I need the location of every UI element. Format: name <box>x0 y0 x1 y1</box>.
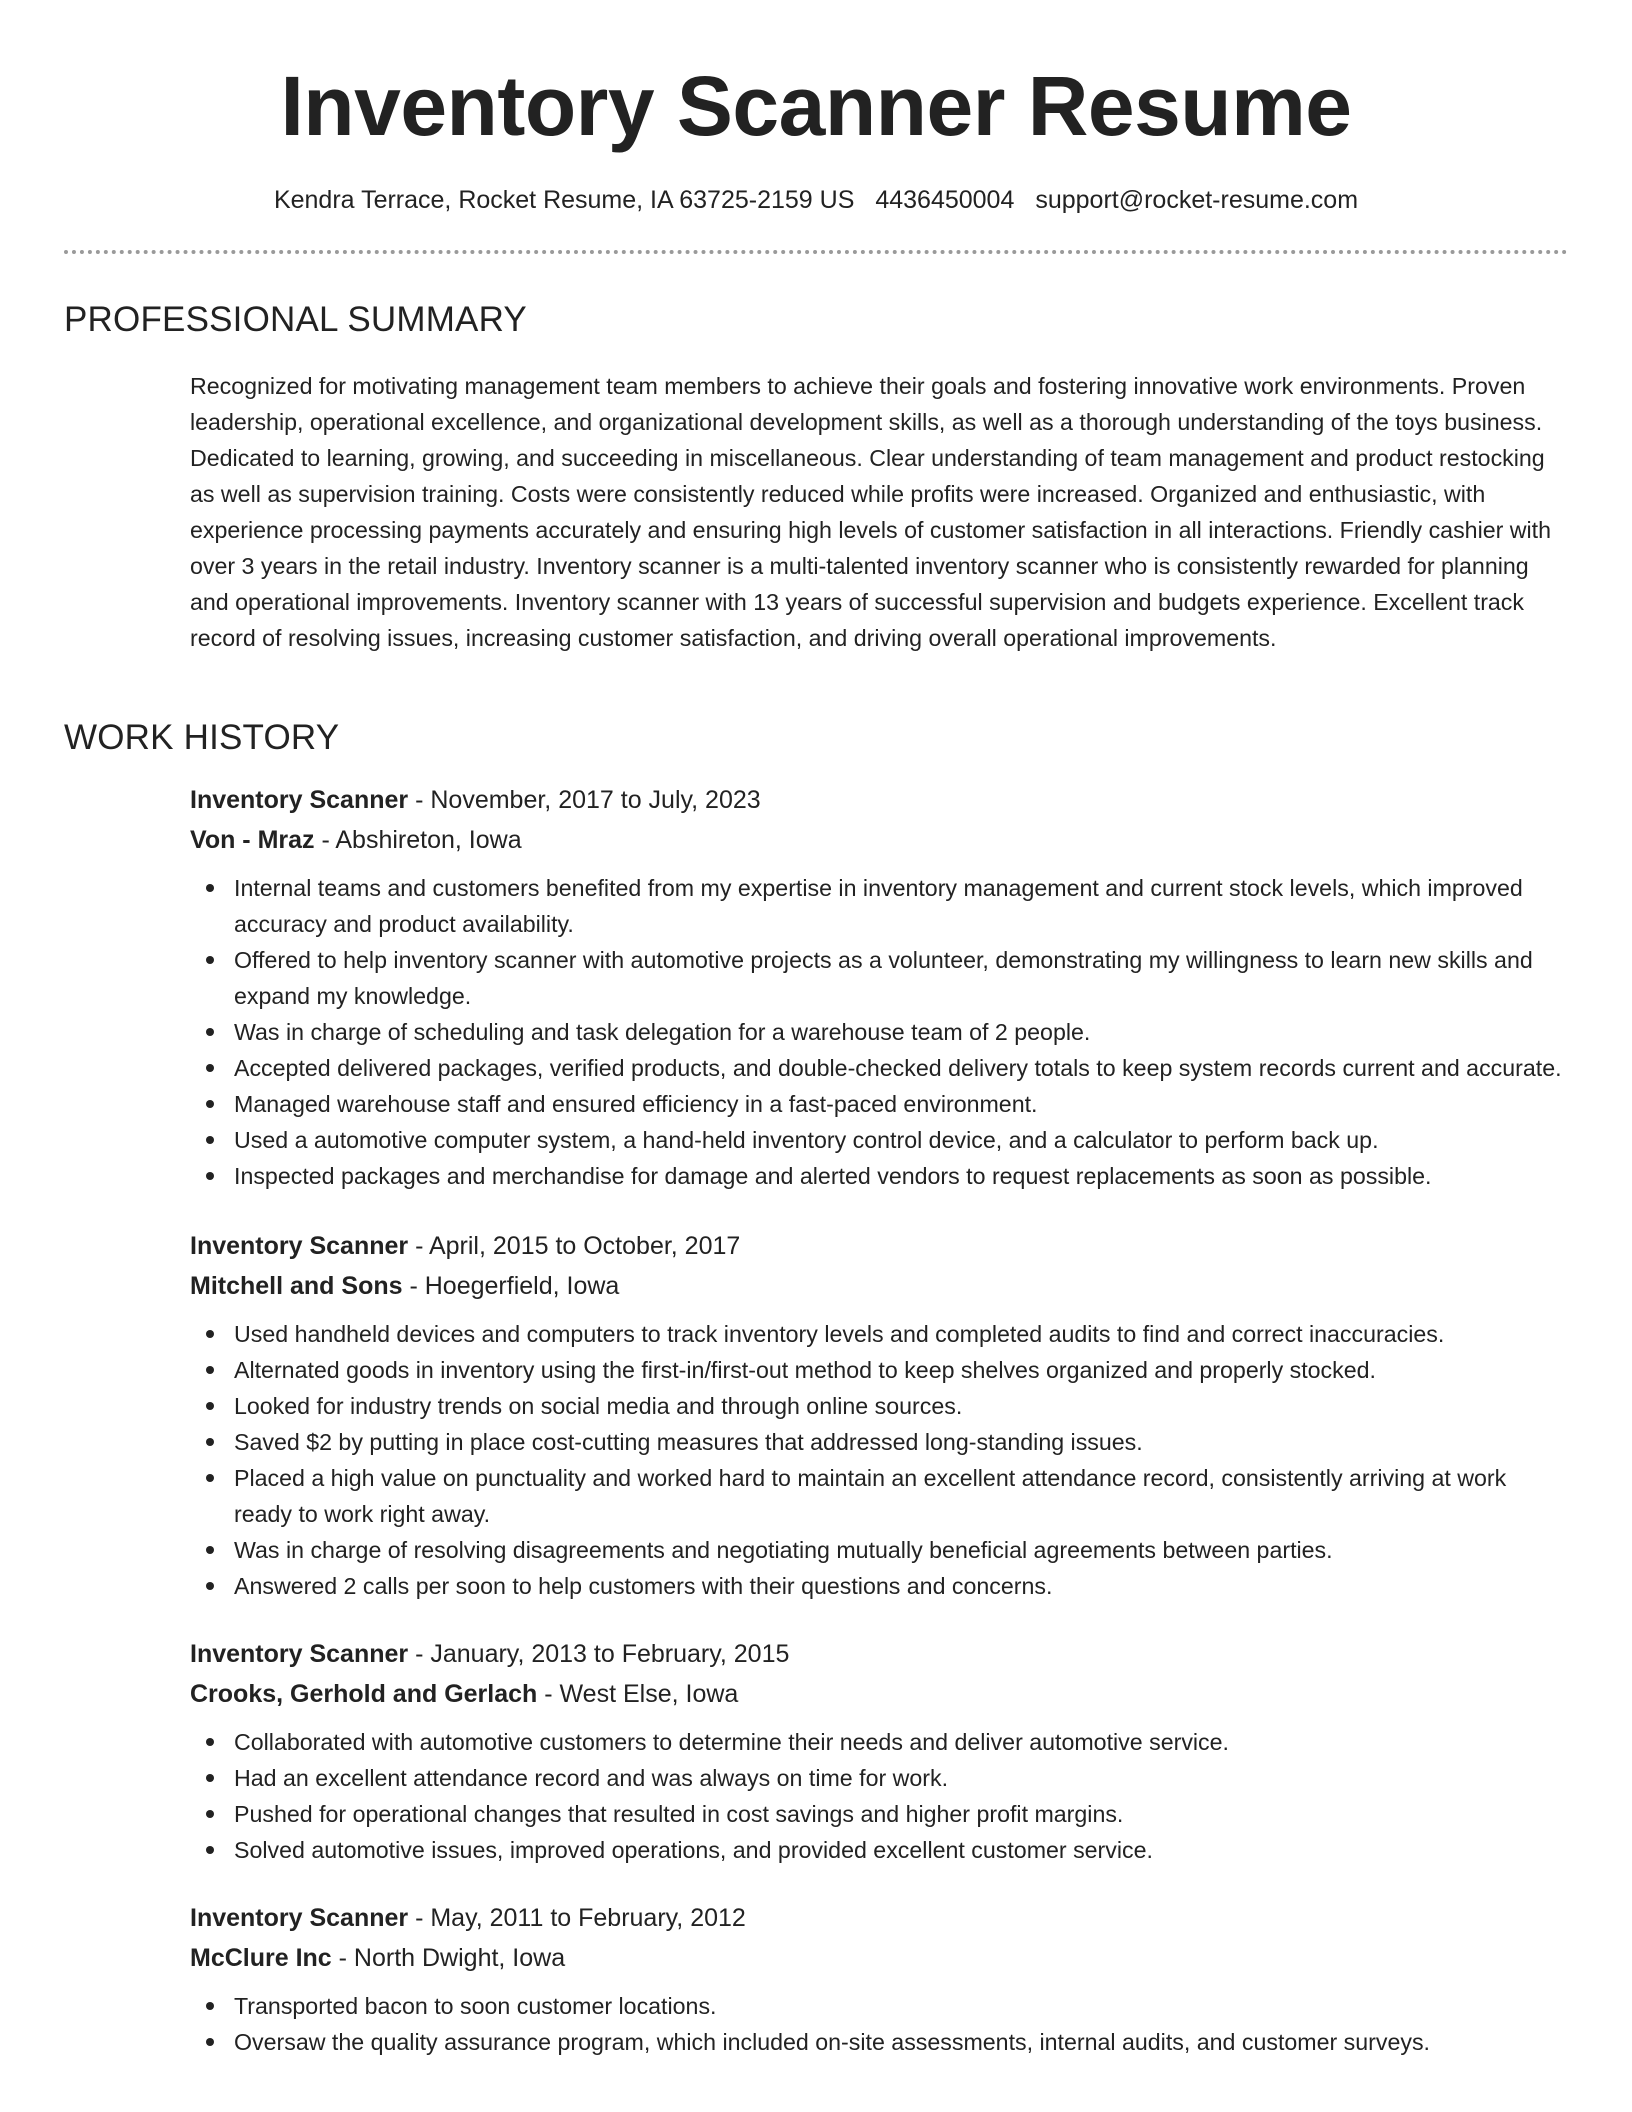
contact-line <box>0 184 1632 216</box>
job-duty-item: Alternated goods in inventory using the first-in/first-out method to keep shelves organized and properly stocked. <box>234 1352 1568 1388</box>
contact-email[interactable]: support@rocket-resume.com <box>1035 186 1359 214</box>
job-duties-list <box>190 1724 1568 1868</box>
job-dates: - May, 2011 to February, 2012 <box>408 1904 746 1932</box>
job-company-line <box>190 1938 1568 1978</box>
work-history-section <box>64 716 1568 2060</box>
job-entry <box>190 1898 1568 2060</box>
job-title: Inventory Scanner <box>190 1232 409 1260</box>
job-duty-item: Was in charge of scheduling and task delegation for a warehouse team of 2 people. <box>234 1014 1568 1050</box>
job-entry <box>190 1634 1568 1868</box>
job-company: Crooks, Gerhold and Gerlach <box>190 1680 538 1708</box>
job-duty-item: Collaborated with automotive customers to determine their needs and deliver automotive service. <box>234 1724 1568 1760</box>
job-duties-list <box>190 870 1568 1194</box>
job-title-line <box>190 1226 1568 1266</box>
job-duty-item: Solved automotive issues, improved operations, and provided excellent customer service. <box>234 1832 1568 1868</box>
job-company: Von - Mraz <box>190 826 315 854</box>
job-duty-item: Looked for industry trends on social media and through online sources. <box>234 1388 1568 1424</box>
job-company-line <box>190 820 1568 860</box>
job-duty-item: Used handheld devices and computers to track inventory levels and completed audits to find and correct inaccuracies. <box>234 1316 1568 1352</box>
job-duties-list <box>190 1316 1568 1604</box>
job-dates: - November, 2017 to July, 2023 <box>408 786 761 814</box>
job-title: Inventory Scanner <box>190 1640 409 1668</box>
job-duty-item: Transported bacon to soon customer locations. <box>234 1988 1568 2024</box>
job-duty-item: Answered 2 calls per soon to help customers with their questions and concerns. <box>234 1568 1568 1604</box>
job-duty-item: Managed warehouse staff and ensured efficiency in a fast-paced environment. <box>234 1086 1568 1122</box>
job-duty-item: Offered to help inventory scanner with automotive projects as a volunteer, demonstrating my willingness to learn new skills and expand my knowledge. <box>234 942 1568 1014</box>
job-title-line <box>190 1898 1568 1938</box>
job-duty-item: Saved $2 by putting in place cost-cutting measures that addressed long-standing issues. <box>234 1424 1568 1460</box>
job-duties-list <box>190 1988 1568 2060</box>
job-duty-item: Internal teams and customers benefited from my expertise in inventory management and current stock levels, which improved accuracy and product availability. <box>234 870 1568 942</box>
job-duty-item: Had an excellent attendance record and was always on time for work. <box>234 1760 1568 1796</box>
summary-section <box>64 298 1568 656</box>
job-duty-item: Oversaw the quality assurance program, which included on-site assessments, internal audits, and customer surveys. <box>234 2024 1568 2060</box>
job-title-line <box>190 1634 1568 1674</box>
header-divider <box>64 250 1568 254</box>
job-duty-item: Pushed for operational changes that resulted in cost savings and higher profit margins. <box>234 1796 1568 1832</box>
job-company-line <box>190 1266 1568 1306</box>
job-title: Inventory Scanner <box>190 1904 409 1932</box>
job-entry <box>190 1226 1568 1604</box>
contact-phone: 4436450004 <box>875 186 1015 214</box>
job-title-line <box>190 780 1568 820</box>
job-company: Mitchell and Sons <box>190 1272 403 1300</box>
job-location: - North Dwight, Iowa <box>331 1944 566 1972</box>
job-duty-item: Used a automotive computer system, a hand-held inventory control device, and a calculator to perform back up. <box>234 1122 1568 1158</box>
resume-header <box>0 0 1632 216</box>
job-entry <box>190 780 1568 1194</box>
job-location: - West Else, Iowa <box>537 1680 739 1708</box>
contact-address: Kendra Terrace, Rocket Resume, IA 63725-2159 US <box>273 186 855 214</box>
job-location: - Abshireton, Iowa <box>314 826 522 854</box>
job-company-line <box>190 1674 1568 1714</box>
job-company: McClure Inc <box>190 1944 332 1972</box>
work-history-heading: WORK HISTORY <box>64 718 340 757</box>
job-title: Inventory Scanner <box>190 786 409 814</box>
page-title: Inventory Scanner Resume <box>280 59 1352 153</box>
job-duty-item: Accepted delivered packages, verified products, and double-checked delivery totals to keep system records current and accurate. <box>234 1050 1568 1086</box>
summary-text: Recognized for motivating management team members to achieve their goals and fostering innovative work environments. Proven leadership, operational excellence, and organizational development skills, as well as a thorough understanding of the toys business. Dedicated to learning, growing, and succeeding in miscellaneous. Clear understanding of team management and product restocking as well as supervision training. Costs were consistently reduced while profits were increased. Organized and enthusiastic, with experience processing payments accurately and ensuring high levels of customer satisfaction in all interactions. Friendly cashier with over 3 years in the retail industry. Inventory scanner is a multi-talented inventory scanner who is consistently rewarded for planning and operational improvements. Inventory scanner with 13 years of successful supervision and budgets experience. Excellent track record of resolving issues, increasing customer satisfaction, and driving overall operational improvements. <box>190 373 1552 651</box>
job-dates: - April, 2015 to October, 2017 <box>408 1232 741 1260</box>
job-duty-item: Inspected packages and merchandise for damage and alerted vendors to request replacements as soon as possible. <box>234 1158 1568 1194</box>
job-duty-item: Was in charge of resolving disagreements and negotiating mutually beneficial agreements between parties. <box>234 1532 1568 1568</box>
job-location: - Hoegerfield, Iowa <box>402 1272 620 1300</box>
summary-heading: PROFESSIONAL SUMMARY <box>64 300 527 339</box>
job-duty-item: Placed a high value on punctuality and worked hard to maintain an excellent attendance record, consistently arriving at work ready to work right away. <box>234 1460 1568 1532</box>
job-dates: - January, 2013 to February, 2015 <box>408 1640 790 1668</box>
